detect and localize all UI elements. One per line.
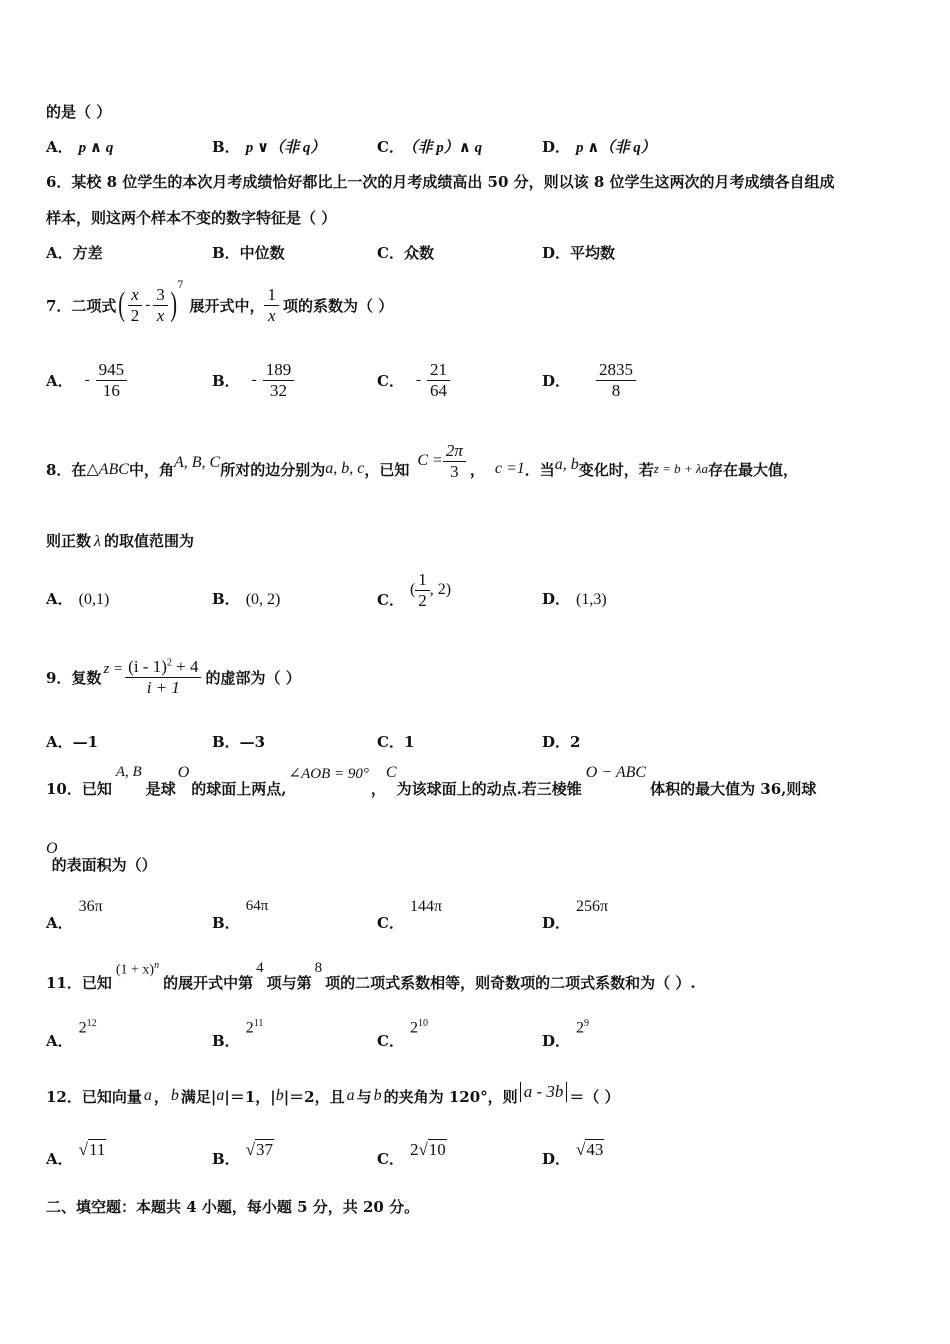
q5-option-c: C． （非 p）∧ q: [377, 138, 483, 156]
q10-option-a: A． 36π: [46, 898, 103, 932]
q8-option-b: B． (0, 2): [212, 590, 281, 608]
q6-stem-line2: 样本，则这两个样本不变的数字特征是（ ）: [46, 209, 337, 227]
q6-option-d: D．平均数: [542, 244, 616, 262]
q6-option-c: C．众数: [377, 244, 434, 262]
q6-option-b: B．中位数: [212, 244, 285, 262]
q7-frac-3-over-x: $\frac{3}{x}$: [153, 285, 168, 325]
q9-option-b: B．—3: [212, 733, 266, 751]
q12-option-c: C． 2√10: [377, 1140, 446, 1168]
q5-option-d: D． p ∧（非 q）: [542, 138, 656, 156]
q10-option-b: B． 64π: [212, 898, 269, 932]
q8-option-c: C． ( $\frac{1}{2}$ , 2): [377, 570, 452, 610]
q11-option-b: B． $2^{11}$: [212, 1018, 264, 1050]
q7-option-d: D． $\frac{2835}{8}$: [542, 360, 636, 400]
q5-option-a: A． p ∧ q: [46, 138, 114, 156]
q11-option-c: C． $2^{10}$: [377, 1018, 428, 1050]
q11-stem: 11．已知 $(1 + x)^n$ 的展开式中第 4 项与第 8 项的二项式系数相等，则奇数项的二项式系数和为（ ）.: [46, 960, 696, 992]
q8-option-a: A． (0,1): [46, 590, 110, 608]
q7-option-b: B． - $\frac{189}{32}$: [212, 360, 294, 400]
q6-option-a: A．方差: [46, 244, 103, 262]
q7-option-a: A． - $\frac{945}{16}$: [46, 360, 127, 400]
q8-stem-line1: 8．在 △ABC 中，角 A, B, C 所对的边分别为 a, b, c ，已知 C = $\frac{2\pi}{3}$ ， c =1 ．当 a, b 变化时，若 z = b + λa 存在最大值，: [46, 440, 799, 481]
q7-frac-x-over-2: $\frac{x}{2}$: [128, 285, 143, 325]
q10-stem-line2: O 的表面积为（）: [46, 840, 157, 874]
q7-frac-1-over-x: $\frac{1}{x}$: [264, 285, 279, 325]
q7-stem: 7．二项式 ( $\frac{x}{2}$ - $\frac{3}{x}$ ) $^7$ 展开式中， $\frac{1}{x}$ 项的系数为（ ）: [46, 280, 394, 325]
q12-option-b: B． √37: [212, 1140, 274, 1168]
q11-option-a: A． $2^{12}$: [46, 1018, 97, 1050]
question-continuation: 的是（ ）: [46, 103, 112, 121]
q10-option-d: D． 256π: [542, 898, 609, 932]
q12-stem: 12．已知向量 a ， b 满足| a |＝1，| b |＝2，且 a 与 b 的夹角为 120°，则 a - 3b ＝（ ）: [46, 1082, 620, 1106]
q5-option-b: B． p ∨（非 q）: [212, 138, 326, 156]
q11-option-d: D． $2^9$: [542, 1018, 590, 1050]
q9-option-c: C．1: [377, 733, 415, 751]
q8-option-d: D． (1,3): [542, 590, 607, 608]
q9-option-d: D．2: [542, 733, 581, 751]
q6-stem-line1: 6．某校 8 位学生的本次月考成绩恰好都比上一次的月考成绩高出 50 分，则以该 8 位学生这两次的月考成绩各自组成: [46, 173, 835, 191]
q12-option-a: A． √11: [46, 1140, 106, 1168]
q7-option-c: C． - $\frac{21}{64}$: [377, 360, 450, 400]
q8-stem-line2: 则正数 λ 的取值范围为: [46, 532, 194, 550]
q9-option-a: A．—1: [46, 733, 99, 751]
q12-option-d: D． √43: [542, 1140, 604, 1168]
q9-stem: 9．复数 z = $\frac{(i - 1)^2 + 4}{i + 1}$ 的虚部为（ ）: [46, 656, 301, 697]
q10-stem-line1: 10．已知 A, B 是球 O 的球面上两点, ∠AOB = 90° ， C 为该球面上的动点.若三棱锥 O − ABC 体积的最大值为 36,则球: [46, 764, 817, 798]
section-heading: 二、填空题：本题共 4 小题，每小题 5 分，共 20 分。: [46, 1198, 420, 1216]
q10-option-c: C． 144π: [377, 898, 443, 932]
